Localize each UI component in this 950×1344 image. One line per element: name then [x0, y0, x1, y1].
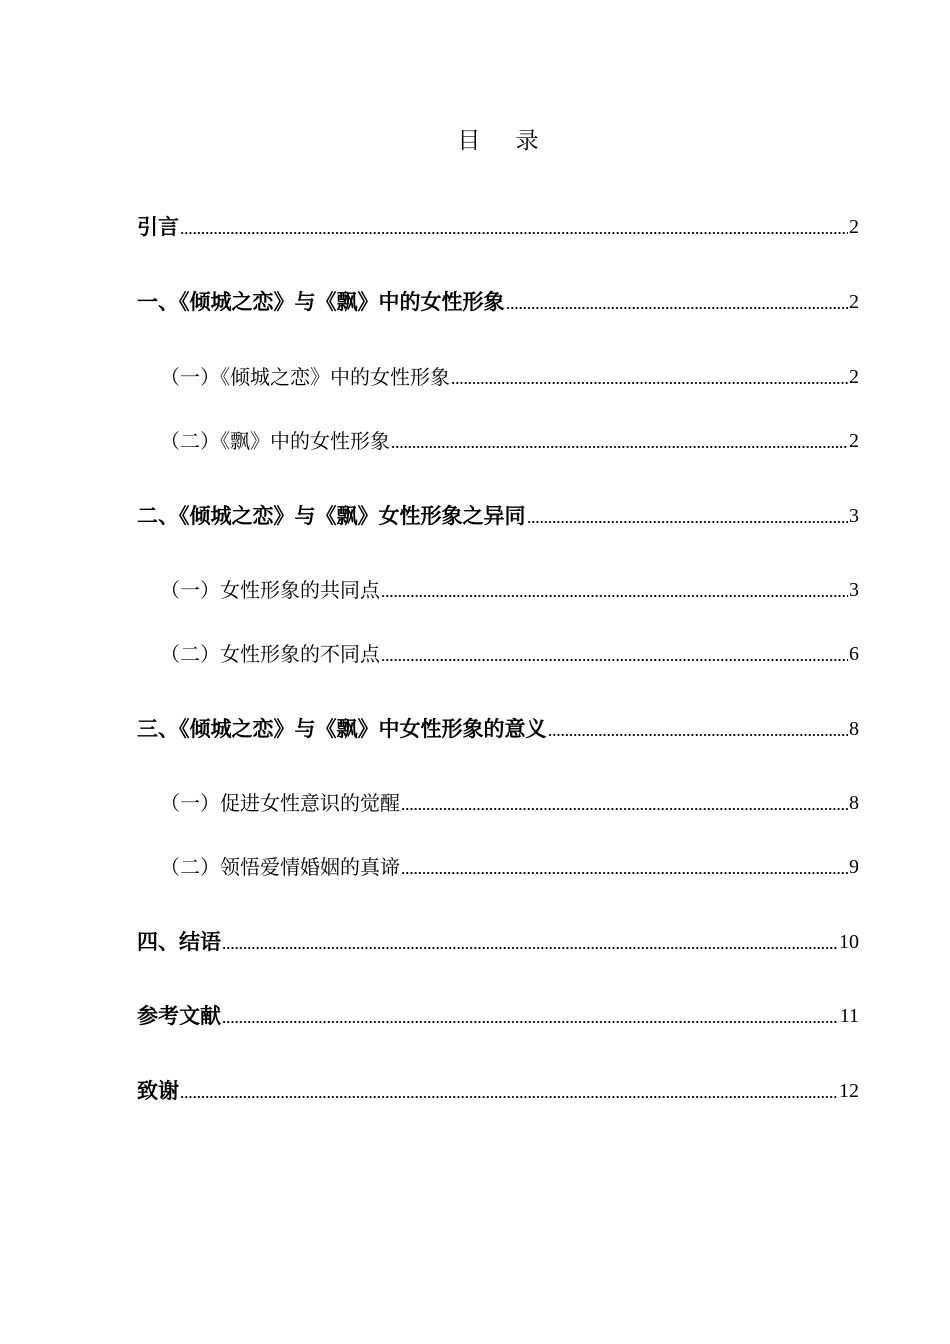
dot-leader [381, 657, 848, 663]
toc-entry-section-2-2[interactable] [160, 635, 859, 669]
toc-entry-page: 3 [849, 505, 859, 527]
dot-leader [222, 1019, 839, 1025]
toc-entry-label: 参考文献 [137, 1004, 221, 1028]
toc-entry-page: 9 [849, 856, 859, 878]
toc-entry-label: （一）促进女性意识的觉醒 [160, 791, 400, 815]
dot-leader [451, 380, 848, 386]
toc-entry-page: 3 [849, 579, 859, 601]
toc-entry-page: 8 [849, 718, 859, 740]
dot-leader [401, 806, 848, 812]
toc-entry-label: 四、结语 [137, 930, 221, 954]
toc-entry-section-3-1[interactable] [160, 784, 859, 818]
toc-title: 目 录 [457, 128, 553, 154]
toc-entry-label: 三、《倾城之恋》与《飘》中女性形象的意义 [137, 717, 547, 741]
toc-entry-acknowledgements[interactable] [137, 1072, 859, 1106]
toc-entry-references[interactable] [137, 997, 859, 1031]
toc-entry-conclusion[interactable] [137, 923, 859, 957]
toc-entry-page: 6 [849, 643, 859, 665]
toc-entry-label: 一、《倾城之恋》与《飘》中的女性形象 [137, 290, 505, 314]
toc-entry-section-3-2[interactable] [160, 848, 859, 882]
toc-entry-page: 2 [849, 430, 859, 452]
toc-entry-chapter-1[interactable] [137, 283, 859, 317]
toc-entry-label: （二）《飘》中的女性形象 [160, 429, 390, 453]
dot-leader [391, 444, 848, 450]
toc-entry-page: 2 [849, 291, 859, 313]
toc-entry-label: （二）女性形象的不同点 [160, 642, 380, 666]
toc-entry-chapter-2[interactable] [137, 497, 859, 531]
dot-leader [401, 870, 848, 876]
toc-entry-label: 二、《倾城之恋》与《飘》女性形象之异同 [137, 504, 526, 528]
toc-entry-page: 8 [849, 792, 859, 814]
toc-entry-label: （二）领悟爱情婚姻的真谛 [160, 855, 400, 879]
toc-entry-page: 11 [839, 1005, 859, 1027]
toc-entry-page: 2 [849, 216, 859, 238]
dot-leader [548, 732, 849, 738]
toc-entry-page: 12 [839, 1080, 859, 1102]
dot-leader [506, 305, 849, 311]
toc-entry-label: 致谢 [137, 1079, 179, 1103]
toc-entry-page: 10 [839, 931, 859, 953]
toc-entry-chapter-3[interactable] [137, 710, 859, 744]
toc-entry-section-1-1[interactable] [160, 358, 859, 392]
toc-entry-section-1-2[interactable] [160, 422, 859, 456]
dot-leader [527, 519, 849, 525]
toc-entry-label: （一）《倾城之恋》中的女性形象 [160, 365, 450, 389]
toc-entry-intro[interactable] [137, 208, 859, 242]
toc-entry-label: 引言 [137, 215, 179, 239]
dot-leader [180, 1094, 838, 1100]
toc-entry-page: 2 [849, 366, 859, 388]
dot-leader [180, 230, 848, 236]
dot-leader [222, 945, 838, 951]
toc-entry-section-2-1[interactable] [160, 571, 859, 605]
toc-entry-label: （一）女性形象的共同点 [160, 578, 380, 602]
dot-leader [381, 593, 848, 599]
